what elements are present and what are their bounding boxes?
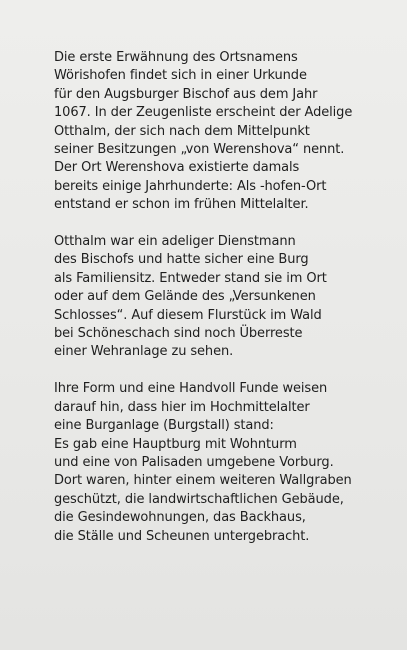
text-panel	[54, 49, 399, 564]
text-line: bei Schöneschach sind noch Überreste	[54, 326, 303, 342]
text-line: oder auf dem Gelände des „Versunkenen	[54, 289, 316, 305]
text-line: einer Wehranlage zu sehen.	[54, 344, 234, 360]
text-line: Der Ort Werenshova existierte damals	[54, 160, 300, 176]
text-line: Wörishofen findet sich in einer Urkunde	[54, 68, 307, 84]
text-line: bereits einige Jahrhunderte: Als -hofen-Ort	[54, 178, 327, 194]
text-line: Dort waren, hinter einem weiteren Wallgraben	[54, 473, 352, 489]
text-line: seiner Besitzungen „von Werenshova“ nennt.	[54, 142, 345, 158]
paragraph-2	[54, 233, 399, 362]
text-line: des Bischofs und hatte sicher eine Burg	[54, 252, 309, 268]
text-line: eine Burganlage (Burgstall) stand:	[54, 418, 274, 434]
text-line: geschützt, die landwirtschaftlichen Gebäude,	[54, 491, 344, 507]
text-line: die Ställe und Scheunen untergebracht.	[54, 528, 310, 544]
paragraph-3	[54, 380, 399, 546]
text-line: entstand er schon im frühen Mittelalter.	[54, 197, 309, 213]
text-line: Die erste Erwähnung des Ortsnamens	[54, 50, 298, 65]
text-line: Ihre Form und eine Handvoll Funde weisen	[54, 381, 328, 397]
text-line: und eine von Palisaden umgebene Vorburg.	[54, 454, 334, 470]
paragraph-1	[54, 49, 399, 215]
text-line: Schlosses“. Auf diesem Flurstück im Wald	[54, 307, 322, 323]
text-line: für den Augsburger Bischof aus dem Jahr	[54, 86, 318, 102]
text-line: 1067. In der Zeugenliste erscheint der Adelige	[54, 105, 353, 121]
text-line: die Gesindewohnungen, das Backhaus,	[54, 510, 306, 526]
text-line: Es gab eine Hauptburg mit Wohnturm	[54, 436, 297, 452]
text-line: als Familiensitz. Entweder stand sie im Ort	[54, 270, 327, 286]
text-line: Otthalm war ein adeliger Dienstmann	[54, 234, 296, 250]
text-line: Otthalm, der sich nach dem Mittelpunkt	[54, 123, 310, 139]
text-line: darauf hin, dass hier im Hochmittelalter	[54, 399, 310, 415]
